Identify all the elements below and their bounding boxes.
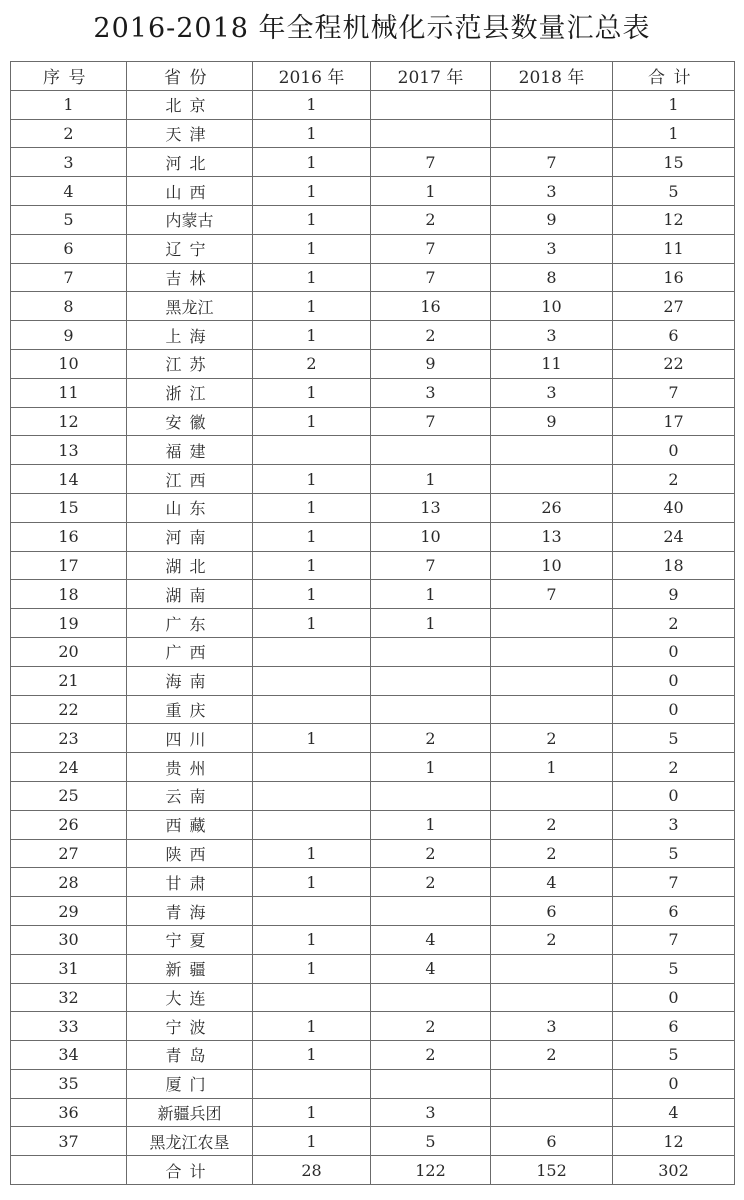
table-row [11,954,735,983]
value-2016-cell [253,637,371,666]
value-2017-cell: 1 [371,609,491,638]
value-2017-cell: 3 [371,378,491,407]
province-cell: 西藏 [127,810,253,839]
row-total-cell: 7 [613,378,735,407]
value-2016-cell: 1 [253,177,371,206]
value-2016-cell [253,666,371,695]
province-cell: 云南 [127,781,253,810]
index-cell: 8 [11,292,127,321]
index-cell: 20 [11,637,127,666]
value-2016-cell [253,983,371,1012]
row-total-cell: 1 [613,119,735,148]
index-cell: 28 [11,868,127,897]
value-2018-cell [491,695,613,724]
province-cell: 四川 [127,724,253,753]
index-cell: 13 [11,436,127,465]
row-total-cell: 11 [613,234,735,263]
index-cell: 25 [11,781,127,810]
value-2016-cell: 1 [253,1098,371,1127]
value-2018-cell: 6 [491,1127,613,1156]
index-cell: 24 [11,753,127,782]
row-total-cell: 0 [613,1069,735,1098]
province-cell: 天津 [127,119,253,148]
total-2017-cell: 122 [371,1156,491,1185]
value-2018-cell [491,637,613,666]
value-2018-cell: 7 [491,148,613,177]
value-2018-cell: 4 [491,868,613,897]
value-2018-cell: 2 [491,724,613,753]
index-cell: 23 [11,724,127,753]
value-2018-cell: 3 [491,1012,613,1041]
province-cell: 辽宁 [127,234,253,263]
total-2016-cell: 28 [253,1156,371,1185]
index-cell: 3 [11,148,127,177]
value-2017-cell: 2 [371,321,491,350]
value-2016-cell: 1 [253,493,371,522]
value-2016-cell: 1 [253,119,371,148]
value-2018-cell: 2 [491,925,613,954]
value-2018-cell: 9 [491,407,613,436]
province-cell: 黑龙江农垦 [127,1127,253,1156]
index-cell: 35 [11,1069,127,1098]
province-cell: 新疆 [127,954,253,983]
value-2018-cell [491,119,613,148]
column-header-total: 合计 [613,62,735,91]
value-2016-cell: 1 [253,925,371,954]
province-cell: 上海 [127,321,253,350]
value-2016-cell: 1 [253,724,371,753]
row-total-cell: 17 [613,407,735,436]
value-2017-cell [371,983,491,1012]
province-cell: 贵州 [127,753,253,782]
value-2018-cell: 3 [491,177,613,206]
value-2018-cell: 11 [491,349,613,378]
province-cell: 广西 [127,637,253,666]
province-cell: 江西 [127,465,253,494]
index-cell: 4 [11,177,127,206]
province-cell: 山西 [127,177,253,206]
index-cell: 1 [11,90,127,119]
value-2016-cell: 1 [253,407,371,436]
value-2018-cell [491,666,613,695]
province-cell: 湖南 [127,580,253,609]
value-2017-cell: 5 [371,1127,491,1156]
value-2018-cell [491,609,613,638]
value-2018-cell: 8 [491,263,613,292]
table-row [11,1041,735,1070]
province-cell: 安徽 [127,407,253,436]
index-cell: 32 [11,983,127,1012]
province-cell: 福建 [127,436,253,465]
table-row [11,781,735,810]
value-2016-cell: 1 [253,148,371,177]
value-2017-cell: 1 [371,580,491,609]
province-cell: 宁夏 [127,925,253,954]
row-total-cell: 2 [613,753,735,782]
index-cell: 5 [11,205,127,234]
province-cell: 浙江 [127,378,253,407]
province-cell: 新疆兵团 [127,1098,253,1127]
table-row [11,119,735,148]
row-total-cell: 9 [613,580,735,609]
province-cell: 内蒙古 [127,205,253,234]
province-cell: 江苏 [127,349,253,378]
table-row [11,637,735,666]
index-cell: 27 [11,839,127,868]
row-total-cell: 7 [613,925,735,954]
table-row [11,263,735,292]
province-cell: 厦门 [127,1069,253,1098]
table-row [11,1098,735,1127]
table-row [11,695,735,724]
index-cell: 34 [11,1041,127,1070]
table-row [11,897,735,926]
value-2018-cell: 3 [491,234,613,263]
value-2016-cell: 1 [253,954,371,983]
value-2017-cell: 1 [371,753,491,782]
value-2017-cell: 1 [371,465,491,494]
value-2018-cell [491,1098,613,1127]
value-2017-cell: 7 [371,263,491,292]
value-2017-cell: 2 [371,724,491,753]
value-2017-cell [371,1069,491,1098]
province-cell: 山东 [127,493,253,522]
index-cell: 15 [11,493,127,522]
table-row [11,1069,735,1098]
row-total-cell: 24 [613,522,735,551]
row-total-cell: 12 [613,1127,735,1156]
row-total-cell: 6 [613,1012,735,1041]
row-total-cell: 0 [613,781,735,810]
value-2016-cell: 1 [253,90,371,119]
value-2016-cell: 1 [253,378,371,407]
table-row [11,177,735,206]
index-cell: 2 [11,119,127,148]
value-2016-cell: 1 [253,580,371,609]
table-row [11,868,735,897]
row-total-cell: 6 [613,897,735,926]
value-2017-cell [371,90,491,119]
table-row [11,522,735,551]
province-cell: 广东 [127,609,253,638]
province-cell: 重庆 [127,695,253,724]
table-row [11,349,735,378]
index-cell: 19 [11,609,127,638]
index-cell: 22 [11,695,127,724]
value-2017-cell: 13 [371,493,491,522]
value-2016-cell [253,436,371,465]
value-2016-cell [253,781,371,810]
table-row [11,493,735,522]
row-total-cell: 2 [613,609,735,638]
value-2018-cell: 2 [491,1041,613,1070]
table-body [11,90,735,1155]
index-cell: 14 [11,465,127,494]
table-row [11,407,735,436]
column-header-index: 序号 [11,62,127,91]
row-total-cell: 6 [613,321,735,350]
table-row [11,1012,735,1041]
index-cell: 26 [11,810,127,839]
value-2016-cell [253,695,371,724]
table-row [11,292,735,321]
row-total-cell: 5 [613,1041,735,1070]
row-total-cell: 12 [613,205,735,234]
table-row [11,1127,735,1156]
province-cell: 宁波 [127,1012,253,1041]
row-total-cell: 0 [613,436,735,465]
column-header-province: 省份 [127,62,253,91]
value-2017-cell: 16 [371,292,491,321]
value-2016-cell: 1 [253,522,371,551]
value-2017-cell: 9 [371,349,491,378]
value-2017-cell: 2 [371,205,491,234]
index-cell: 11 [11,378,127,407]
table-row [11,925,735,954]
row-total-cell: 15 [613,148,735,177]
table-row [11,90,735,119]
table-row [11,465,735,494]
table-row [11,753,735,782]
index-cell: 18 [11,580,127,609]
table-row [11,609,735,638]
value-2018-cell [491,781,613,810]
row-total-cell: 7 [613,868,735,897]
value-2017-cell [371,781,491,810]
value-2017-cell: 2 [371,1041,491,1070]
index-cell: 37 [11,1127,127,1156]
province-cell: 青岛 [127,1041,253,1070]
row-total-cell: 22 [613,349,735,378]
value-2017-cell [371,436,491,465]
value-2016-cell: 1 [253,1127,371,1156]
row-total-cell: 0 [613,983,735,1012]
row-total-cell: 5 [613,954,735,983]
value-2017-cell: 1 [371,810,491,839]
province-cell: 甘肃 [127,868,253,897]
index-cell: 16 [11,522,127,551]
row-total-cell: 5 [613,177,735,206]
table-row [11,810,735,839]
province-cell: 河北 [127,148,253,177]
value-2017-cell [371,695,491,724]
value-2016-cell: 1 [253,263,371,292]
row-total-cell: 0 [613,637,735,666]
value-2018-cell [491,983,613,1012]
value-2018-cell: 1 [491,753,613,782]
province-cell: 陕西 [127,839,253,868]
value-2017-cell: 2 [371,839,491,868]
value-2017-cell: 1 [371,177,491,206]
value-2017-cell [371,897,491,926]
index-cell: 33 [11,1012,127,1041]
province-cell: 黑龙江 [127,292,253,321]
row-total-cell: 2 [613,465,735,494]
value-2018-cell: 3 [491,321,613,350]
value-2017-cell: 7 [371,234,491,263]
index-cell: 10 [11,349,127,378]
value-2018-cell [491,90,613,119]
province-cell: 北京 [127,90,253,119]
index-cell: 36 [11,1098,127,1127]
value-2017-cell: 10 [371,522,491,551]
value-2018-cell [491,1069,613,1098]
province-cell: 湖北 [127,551,253,580]
row-total-cell: 3 [613,810,735,839]
value-2016-cell: 1 [253,1041,371,1070]
value-2017-cell [371,666,491,695]
value-2016-cell: 1 [253,321,371,350]
province-cell: 大连 [127,983,253,1012]
total-label-cell: 合计 [127,1156,253,1185]
value-2018-cell: 13 [491,522,613,551]
value-2016-cell: 1 [253,868,371,897]
value-2018-cell [491,954,613,983]
province-cell: 吉林 [127,263,253,292]
value-2016-cell [253,1069,371,1098]
value-2016-cell [253,753,371,782]
value-2016-cell: 1 [253,234,371,263]
value-2017-cell: 3 [371,1098,491,1127]
value-2018-cell: 9 [491,205,613,234]
index-cell: 17 [11,551,127,580]
index-cell: 30 [11,925,127,954]
total-sum-cell: 302 [613,1156,735,1185]
value-2018-cell: 6 [491,897,613,926]
value-2017-cell: 2 [371,868,491,897]
total-index-cell [11,1156,127,1185]
value-2018-cell: 2 [491,839,613,868]
total-2018-cell: 152 [491,1156,613,1185]
table-row [11,378,735,407]
row-total-cell: 4 [613,1098,735,1127]
value-2016-cell: 1 [253,205,371,234]
index-cell: 6 [11,234,127,263]
table-row [11,148,735,177]
column-header-2016: 2016 年 [253,62,371,91]
value-2017-cell [371,637,491,666]
table-row [11,724,735,753]
value-2017-cell: 7 [371,551,491,580]
index-cell: 29 [11,897,127,926]
value-2016-cell: 1 [253,551,371,580]
index-cell: 12 [11,407,127,436]
value-2017-cell [371,119,491,148]
index-cell: 21 [11,666,127,695]
value-2016-cell: 1 [253,465,371,494]
table-row [11,580,735,609]
value-2018-cell [491,465,613,494]
table-row [11,436,735,465]
header-row [11,62,735,91]
row-total-cell: 27 [613,292,735,321]
table-row [11,983,735,1012]
value-2016-cell: 2 [253,349,371,378]
index-cell: 9 [11,321,127,350]
province-cell: 海南 [127,666,253,695]
value-2018-cell [491,436,613,465]
value-2018-cell: 7 [491,580,613,609]
value-2016-cell: 1 [253,839,371,868]
table-row [11,234,735,263]
value-2016-cell: 1 [253,609,371,638]
row-total-cell: 16 [613,263,735,292]
value-2018-cell: 10 [491,292,613,321]
value-2018-cell: 10 [491,551,613,580]
index-cell: 7 [11,263,127,292]
value-2017-cell: 7 [371,407,491,436]
value-2016-cell [253,897,371,926]
row-total-cell: 0 [613,666,735,695]
value-2018-cell: 3 [491,378,613,407]
value-2018-cell: 2 [491,810,613,839]
index-cell: 31 [11,954,127,983]
row-total-cell: 18 [613,551,735,580]
total-row [11,1156,735,1185]
row-total-cell: 1 [613,90,735,119]
row-total-cell: 40 [613,493,735,522]
value-2016-cell: 1 [253,1012,371,1041]
row-total-cell: 0 [613,695,735,724]
table-row [11,321,735,350]
table-title: 2016-2018 年全程机械化示范县数量汇总表 [93,13,651,44]
summary-table [10,61,735,1185]
row-total-cell: 5 [613,724,735,753]
row-total-cell: 5 [613,839,735,868]
table-row [11,551,735,580]
column-header-2018: 2018 年 [491,62,613,91]
value-2017-cell: 4 [371,954,491,983]
value-2017-cell: 4 [371,925,491,954]
value-2016-cell: 1 [253,292,371,321]
province-cell: 河南 [127,522,253,551]
value-2016-cell [253,810,371,839]
table-row [11,205,735,234]
column-header-2017: 2017 年 [371,62,491,91]
value-2017-cell: 7 [371,148,491,177]
value-2017-cell: 2 [371,1012,491,1041]
table-row [11,839,735,868]
province-cell: 青海 [127,897,253,926]
value-2018-cell: 26 [491,493,613,522]
table-row [11,666,735,695]
